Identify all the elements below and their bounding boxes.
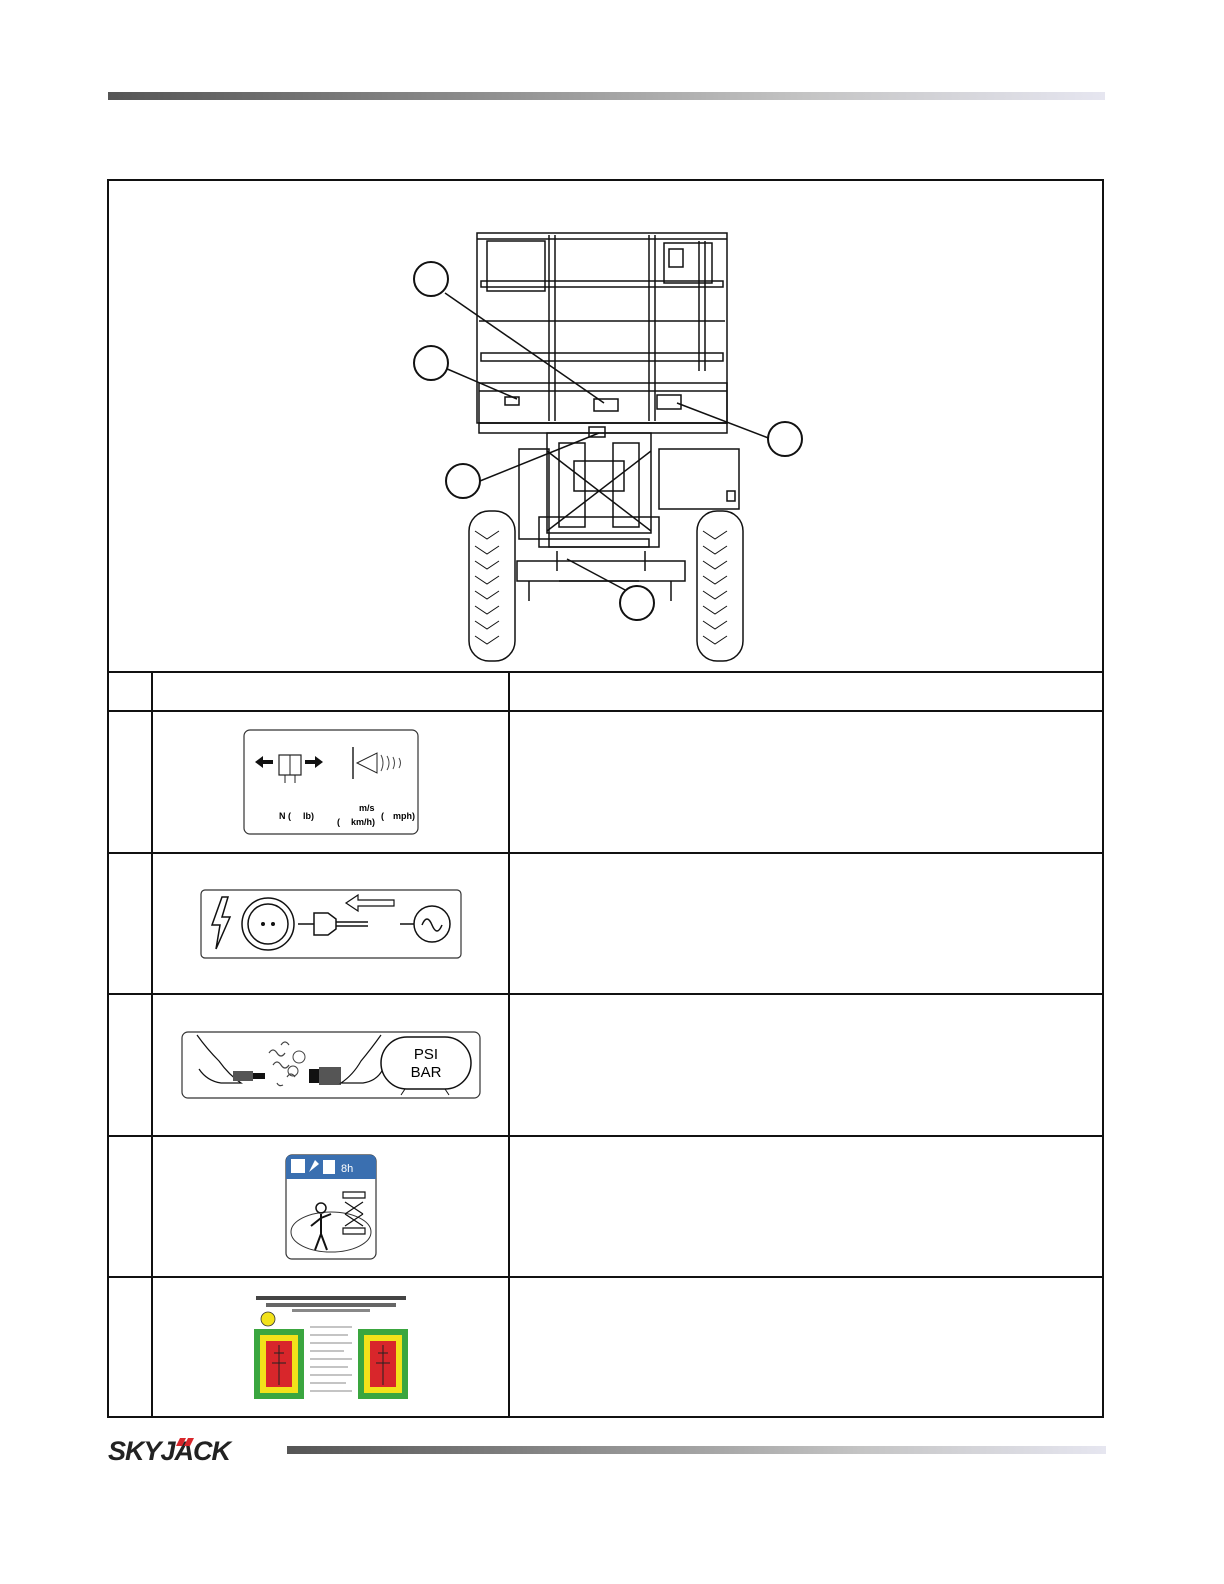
air-hose-pressure-decal (181, 1031, 481, 1099)
row-description (510, 1278, 1104, 1418)
table-row (153, 1278, 508, 1418)
psi-label: PSI (413, 1046, 438, 1063)
header-decal (153, 673, 508, 710)
table-row (153, 854, 508, 993)
force-unit-label-2: lb) (302, 811, 314, 821)
speed-unit-label: m/s (358, 803, 375, 813)
callout-circle (620, 586, 654, 620)
row-description (510, 854, 1104, 993)
speed-unit-kmh: km/h) (350, 817, 375, 827)
speed-unit-paren: ( (336, 817, 340, 827)
row-description (510, 1137, 1104, 1276)
callout-circle (414, 346, 448, 380)
row-description (510, 712, 1104, 852)
header-description (510, 673, 1104, 710)
table-row (153, 1137, 508, 1276)
decal-location-frame (107, 179, 1104, 1418)
power-line-clearance-decal (252, 1293, 410, 1403)
speed-unit-mph: mph) (392, 811, 415, 821)
logo-text: SKYJACK (108, 1436, 231, 1466)
speed-unit-paren-2: ( (380, 811, 384, 821)
daily-inspection-decal (285, 1154, 377, 1260)
hours-label: 8h (340, 1162, 353, 1175)
header-no (109, 673, 151, 710)
row-description (510, 995, 1104, 1135)
bar-label: BAR (410, 1064, 441, 1081)
machine-rear-view-diagram (409, 221, 829, 671)
skyjack-logo (108, 1434, 282, 1466)
table-row (153, 995, 508, 1135)
footer-rule (287, 1446, 1106, 1454)
callout-circle (446, 464, 480, 498)
header-rule (108, 92, 1105, 100)
force-unit-label: N ( (278, 811, 291, 821)
ac-power-socket-decal (200, 889, 462, 959)
table-row (153, 712, 508, 852)
callout-circle (768, 422, 802, 456)
callout-circle (414, 262, 448, 296)
wind-force-decal (243, 729, 419, 835)
